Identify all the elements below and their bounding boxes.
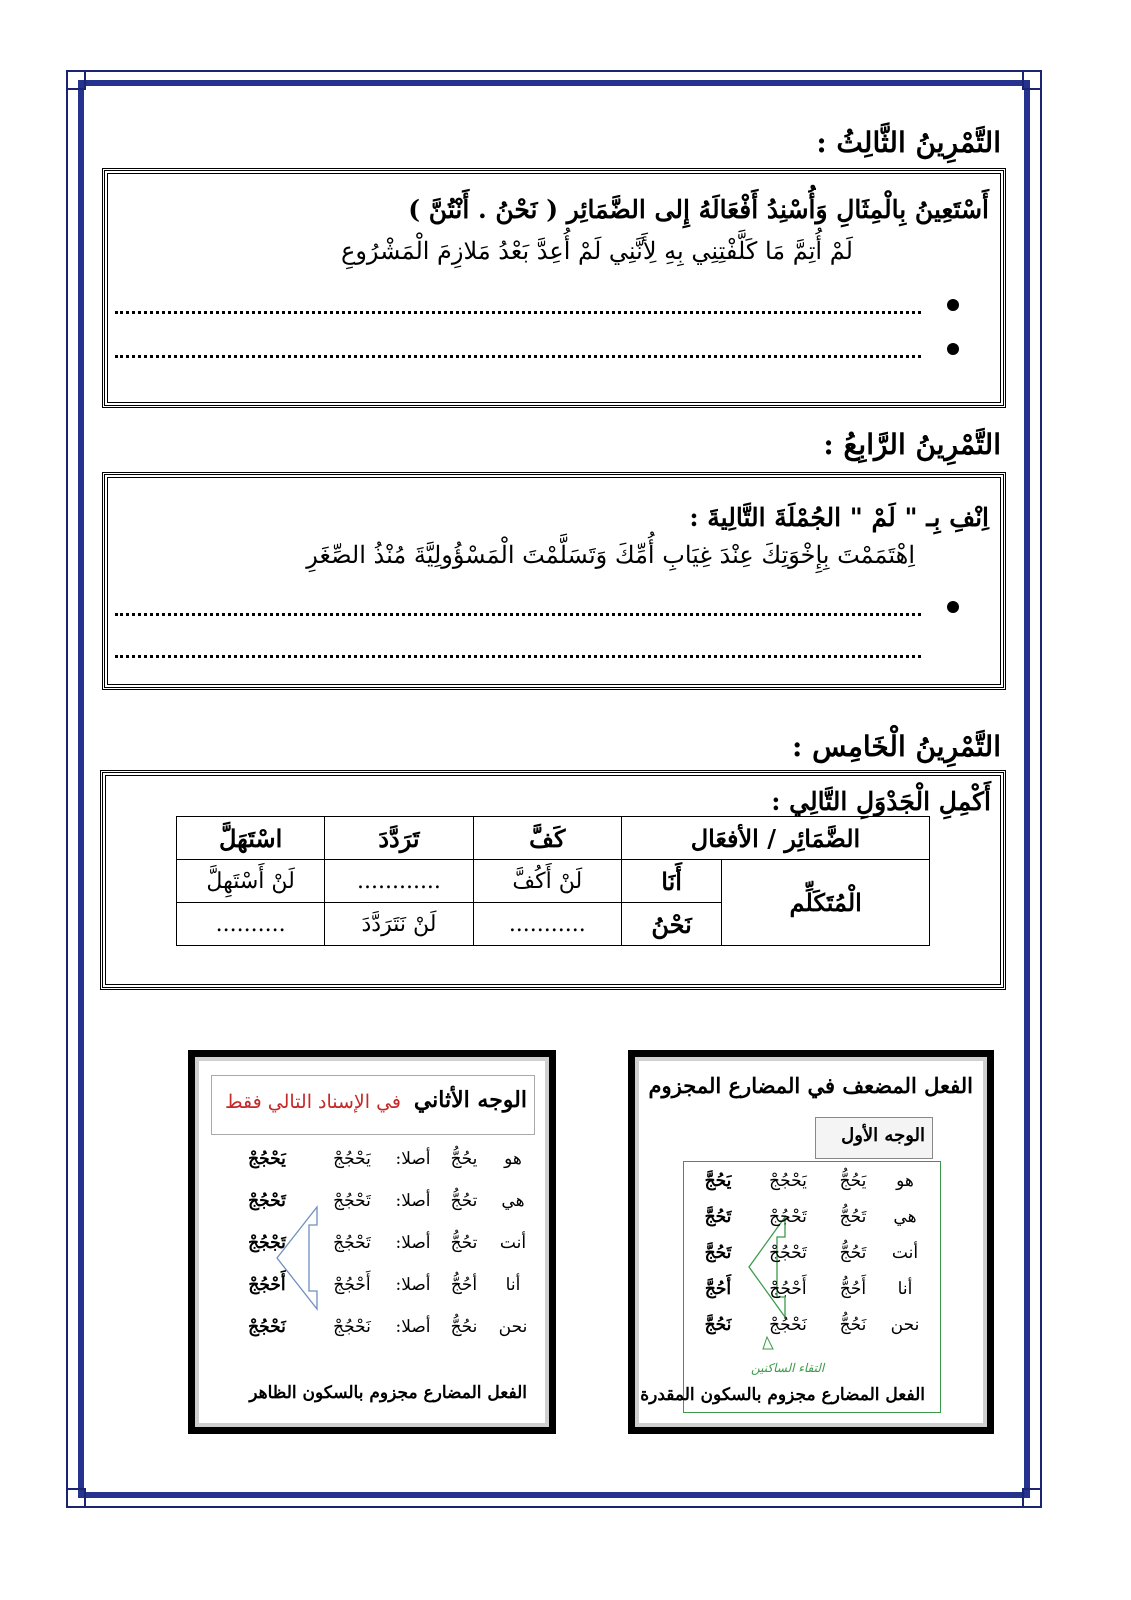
exercise-5-instruction: أَكْمِلِ الْجَدْوَلِ التَّالِي : — [771, 787, 991, 816]
frame-corner — [1022, 70, 1042, 90]
blank-cell[interactable]: .......... — [177, 903, 325, 946]
frame-corner — [66, 1488, 86, 1508]
table-row — [177, 860, 930, 903]
illustration-footer: الفعل المضارع مجزوم بالسكون الظاهر — [249, 1383, 527, 1403]
frame-corner — [66, 70, 86, 90]
table-header-row — [177, 817, 930, 860]
list-item: هي تَحُجُّ تَحْجُجْ تَحُجَّ — [704, 1207, 917, 1227]
answer-line[interactable] — [115, 355, 921, 358]
list-item: نحن نَحُجُّ نَحْجُجْ نَحُجَّ — [704, 1315, 920, 1335]
arrow-left-icon — [275, 1203, 319, 1313]
bullet-icon — [947, 601, 959, 613]
exercise-3-sentence: لَمْ أُتِمَّ مَا كَلَّفْتِنِي بِهِ لِأَنَّنِي لَمْ أُعِدَّ بَعْدُ مَلازِمَ الْمَشْرُوعِ — [341, 237, 853, 265]
exercise-4-instruction: اِنْفِ بِـ " لَمْ " الجُمْلَةَ التَّالِيةَ : — [689, 503, 989, 532]
bullet-icon — [947, 343, 959, 355]
list-item: أنا أحُجُّ أصلا: أَحْجُجْ أَحْجُجْ — [248, 1275, 521, 1295]
table-cell: لَنْ أَسْتَهِلَّ — [177, 860, 325, 903]
group-label: الْمُتَكَلِّم — [722, 860, 930, 946]
illustration-footer: الفعل المضارع مجزوم بالسكون المقدرة — [640, 1385, 925, 1405]
pronoun-cell: أَنَا — [621, 860, 721, 903]
exercise-4-title: التَّمْرِينُ الرَّابِعُ : — [823, 428, 1001, 461]
exercise-3-instruction: أَسْتَعِينُ بِالْمِثَالِ وَأُسْنِدُ أَفْعَالَهُ إِلى الضَّمَائِر ( نَحْنُ . أَنْتُنَّ ) — [408, 195, 989, 224]
pronoun-cell: نَحْنُ — [621, 903, 721, 946]
answer-line[interactable] — [115, 311, 921, 314]
header-verb: اسْتَهَلَّ — [177, 817, 325, 860]
frame-corner — [1022, 1488, 1042, 1508]
exercise-3-box — [102, 168, 1006, 408]
illustration-title: الفعل المضعف في المضارع المجزوم — [648, 1073, 973, 1098]
table-cell: لَنْ أَكُفَّ — [473, 860, 621, 903]
illustration-subtitle: في الإسناد التالي فقط — [225, 1091, 402, 1113]
illustration-first-form — [628, 1050, 994, 1434]
list-item: هو يحُجُّ أصلا: يَحْجُجْ يَحْجُجْ — [248, 1149, 522, 1169]
table-cell: لَنْ نَتَرَدَّدَ — [325, 903, 473, 946]
exercise-5-title: التَّمْرِينُ الْخَامِس : — [792, 730, 1001, 763]
blank-cell[interactable]: ............ — [325, 860, 473, 903]
illustration-second-form — [188, 1050, 556, 1434]
header-verb: كَفَّ — [473, 817, 621, 860]
bullet-icon — [947, 299, 959, 311]
list-item: هي تحُجُّ أصلا: تَحْجُجْ تَحْجُجْ — [248, 1191, 525, 1211]
header-verb: تَرَدَّدَ — [325, 817, 473, 860]
illustration-title: الوجه الأثاني — [413, 1087, 527, 1113]
exercise-3-title: التَّمْرِينُ الثَّالِثُ : — [816, 126, 1001, 159]
list-item: هو يَحُجُّ يَحْجُجْ يَحُجَّ — [704, 1171, 914, 1191]
answer-line[interactable] — [115, 655, 921, 658]
answer-line[interactable] — [115, 613, 921, 616]
exercise-4-box — [102, 472, 1006, 690]
conjugation-table — [176, 816, 930, 946]
blank-cell[interactable]: ........... — [473, 903, 621, 946]
exercise-4-sentence: اِهْتَمَمْتَ بِإِخْوَتِكَ عِنْدَ غِيَابِ أُمِّكَ وَتَسَلَّمْتَ الْمَسْؤُولِيَّةَ مُنْذُ الصِّغَرِ — [306, 541, 915, 569]
list-item: أنت تَحُجُّ تَحْجُجْ تَحُجَّ — [704, 1243, 919, 1263]
list-item: أنت تحُجُّ أصلا: تَحْجُجْ تَجْجُجْ — [248, 1233, 527, 1253]
illustration-note: التقاء الساكنين — [751, 1361, 825, 1375]
list-item: نحن نحُجُّ أصلا: نَحْجُجْ نَحْجُجْ — [248, 1317, 528, 1337]
illustration-subtitle: الوجه الأول — [841, 1125, 925, 1146]
list-item: أنا أَحُجُّ أَحْجُجْ أَحُجَّ — [704, 1279, 913, 1299]
header-pronouns-verbs: الضَّمَائِر / الأفعَال — [621, 817, 929, 860]
